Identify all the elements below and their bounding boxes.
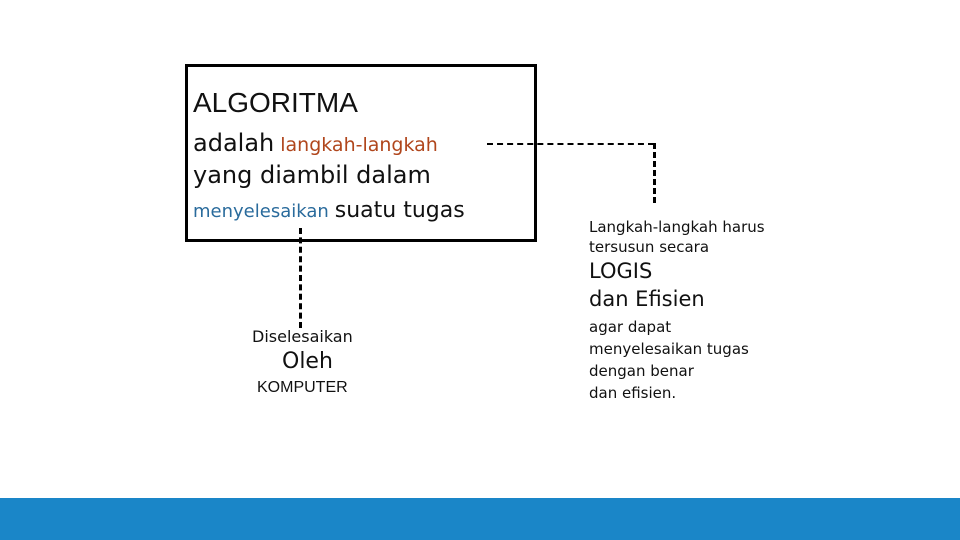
requirement-line-2: tersusun secara (589, 238, 710, 256)
definition-line-3 (193, 196, 465, 227)
bottom-accent-bar (0, 498, 960, 540)
definition-word-suatu-tugas: suatu tugas (334, 198, 465, 223)
requirement-line-8: dan efisien. (589, 384, 677, 402)
requirement-line-5: agar dapat (589, 318, 672, 336)
definition-line-1 (193, 128, 438, 161)
definition-word-menyelesaikan: menyelesaikan (193, 201, 329, 222)
requirement-line-7: dengan benar (589, 362, 694, 380)
requirement-line-1: Langkah-langkah harus (589, 218, 765, 236)
connector-right-vertical-dashed (653, 143, 656, 203)
definition-line-2: yang diambil dalam (193, 161, 431, 189)
solver-line-3: KOMPUTER (257, 379, 348, 396)
connector-horizontal-dashed (487, 143, 654, 145)
requirement-line-3: LOGIS (589, 259, 653, 283)
definition-title: ALGORITMA (193, 87, 358, 118)
requirement-line-6: menyelesaikan tugas (589, 340, 749, 358)
solver-line-2: Oleh (282, 349, 333, 374)
definition-word-langkah: langkah-langkah (280, 134, 438, 156)
requirement-line-4: dan Efisien (589, 287, 705, 311)
connector-left-vertical-dashed (299, 228, 302, 328)
solver-line-1: Diselesaikan (252, 327, 353, 346)
definition-word-adalah: adalah (193, 129, 275, 157)
